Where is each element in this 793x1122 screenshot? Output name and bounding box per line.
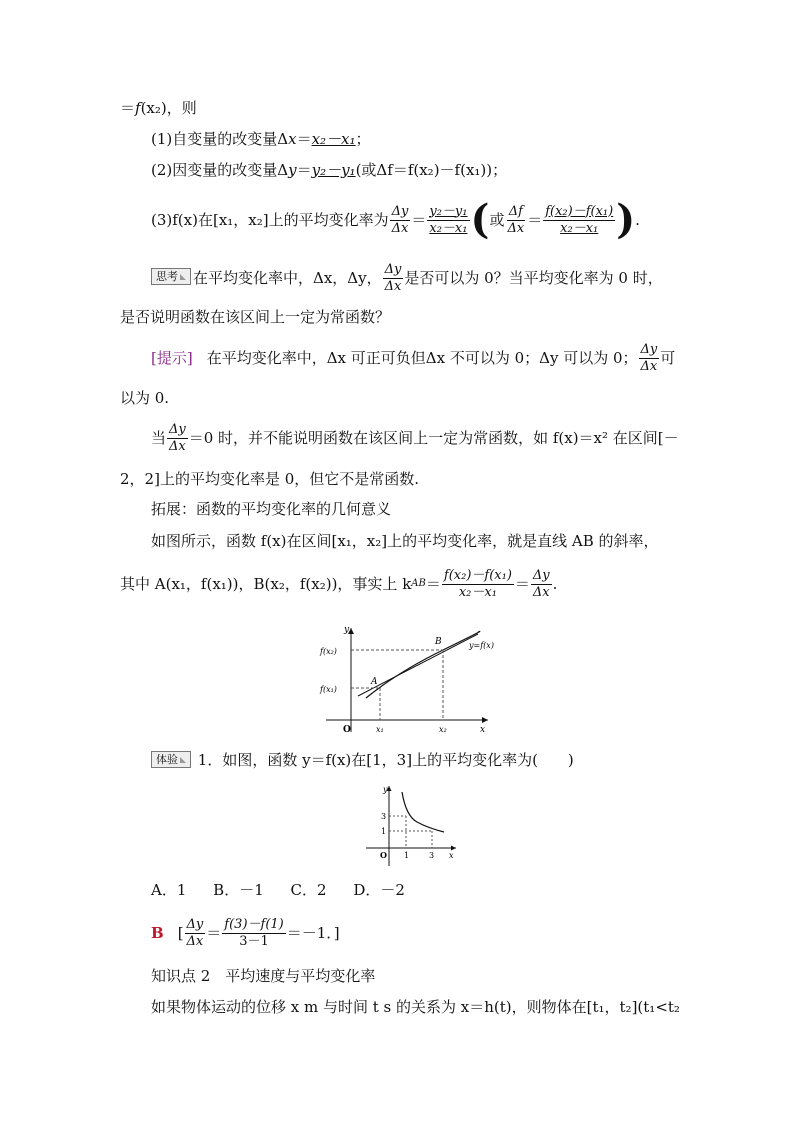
hint-line-2: 以为 0. [120,389,170,407]
when-text-2: ＝0 时，并不能说明函数在该区间上一定为常函数，如 f(x)＝x² 在区间[－ [188,429,679,447]
item-2-delta-y [151,160,507,180]
frac-fx-answer [543,204,615,237]
function-f: f [135,99,141,117]
y-label: y [344,625,350,635]
x-axis-arrow [451,846,456,851]
right-paren: ) [616,196,636,243]
item-2-var: y [288,161,297,179]
frac-num: f(3)－f(1) [224,916,284,932]
think-text: 在平均变化率中，Δx，Δy， [193,269,382,287]
frac-num: f(x₂)－f(x₁) [545,203,614,219]
item-3-text: (3)f(x)在[x₁，x₂]上的平均变化率为 [151,211,389,229]
item-1-eq: ＝ [296,130,312,148]
slope-frac-2 [531,568,552,601]
y-label: y [383,785,388,794]
exp-tag: 体验 [151,751,191,768]
x1-label: 1 [404,851,410,860]
left-paren: ( [470,196,490,243]
frac-num: Δy [391,203,409,219]
frac-den: 3－1 [239,933,269,949]
frac-den: Δx [169,438,186,454]
item-1-text: (1)自变量的改变量Δ [151,130,289,148]
item-3-frac-answer [427,204,469,237]
hint-text-2: 可 [660,349,676,367]
origin-label: O [380,850,387,860]
origin-label: O [343,725,351,735]
eq: ＝ [527,211,543,229]
point-a-label: A [371,677,378,687]
frac-num: Δf [508,203,523,219]
option-c: C．2 [290,881,327,899]
frac-den: Δx [391,220,409,236]
answer-frac-2 [222,917,285,950]
x-label: x [449,851,454,860]
think-text-2: 是否可以为 0？当平均变化率为 0 时， [404,269,663,287]
frac-num: Δy [169,421,186,437]
think-line-1 [151,258,663,298]
hint-line-1 [151,338,675,378]
equals-sign: ＝ [120,99,136,117]
item-1-delta-x [151,129,371,149]
when-text: 当 [151,429,167,447]
item-2-answer: y₂－y₁ [311,161,356,179]
exp-line [151,750,574,770]
item-1-answer: x₂－x₁ [311,130,356,148]
frac-den: Δx [532,584,550,600]
frac-den: Δx [507,220,525,236]
curve-label: y=f(x) [469,641,494,650]
answer-end: ＝－1．] [286,924,340,942]
frac-num: Δy [384,261,402,277]
frac-den: Δx [186,933,204,949]
frac-den: Δx [384,278,402,294]
y1-label: 1 [381,827,387,836]
eq-2: ＝ [514,575,530,593]
extension-heading: 拓展：函数的平均变化率的几何意义 [151,500,392,518]
options-line [151,880,405,900]
geo-text: 其中 A(x₁，f(x₁))，B(x₂，f(x₂))，事实上 k [120,575,412,593]
frac-den: x₂－x₁ [560,220,599,236]
when-frac [167,422,188,455]
y3-label: 3 [381,812,387,821]
option-a: A．1 [151,881,187,899]
answer-open: [ [177,924,184,942]
item-1-var: x [288,130,297,148]
slope-frac [442,568,514,601]
x1-label: x₁ [376,725,384,734]
secant-graph [318,620,498,738]
item-3-rate [151,198,640,242]
slope-subscript: AB [411,578,426,589]
curve [402,792,444,832]
geo-line-1: 如图所示，函数 f(x)在区间[x₁，x₂]上的平均变化率，就是直线 AB 的斜率， [151,532,659,550]
eq: ＝ [206,924,222,942]
end: . [552,575,558,593]
knowledge-point-2: 知识点 2 平均速度与平均变化率 [151,967,376,985]
x-label: x [480,725,486,735]
think-line-2: 是否说明函数在该区间上一定为常函数？ [120,308,391,326]
item-1-end: ； [355,130,371,148]
item-3-end: . [635,211,640,229]
x3-label: 3 [429,851,435,860]
frac-num: Δy [640,341,658,357]
item-2-note: (或Δf＝f(x₂)－f(x₁))； [355,161,508,179]
hint-frac [639,342,660,375]
continuation-text: (x₂)，则 [140,99,197,117]
when-line-1 [151,418,679,458]
item-2-eq: ＝ [296,161,312,179]
x2-label: x₂ [439,725,447,734]
option-d: D．－2 [353,881,405,899]
frac-den: x₂－x₁ [429,220,468,236]
hint-tag: [提示] [151,349,193,367]
answer-line [151,912,340,954]
item-3-frac-dy-dx [390,204,411,237]
answer-letter: B [151,924,164,942]
item-2-text: (2)因变量的改变量Δ [151,161,289,179]
frac-den: Δx [640,358,658,374]
frac-df-dx [505,204,526,237]
hint-text: 在平均变化率中，Δx 可正可负但Δx 不可以为 0；Δy 可以为 0； [206,349,638,367]
question-1: 1．如图，函数 y＝f(x)在[1，3]上的平均变化率为( ) [197,751,574,769]
point-b-label: B [435,637,442,647]
eq: ＝ [425,575,441,593]
frac-num: f(x₂)－f(x₁) [443,567,512,583]
geo-line-2 [120,562,557,606]
think-tag: 思考 [151,268,191,285]
x-axis-arrow [482,717,488,723]
last-line: 如果物体运动的位移 x m 与时间 t s 的关系为 x＝h(t)，则物体在[t₁，t₂](t₁<t₂ [151,998,680,1016]
frac-num: Δy [186,916,204,932]
frac-num: y₂－y₁ [429,203,468,219]
answer-frac [185,917,206,950]
fx2-label: f(x₂) [320,647,337,656]
frac-den: x₂－x₁ [458,584,497,600]
frac-num: Δy [532,567,550,583]
item-3-paren-group [470,196,636,243]
when-line-2: 2，2]上的平均变化率是 0，但它不是常函数. [120,470,420,488]
item-3-eq: ＝ [411,211,427,229]
hyperbola-graph [362,782,462,870]
line-continuation [120,98,197,118]
fx1-label: f(x₁) [320,685,337,694]
or-text: 或 [489,211,505,229]
option-b: B．－1 [213,881,264,899]
think-frac [383,262,404,295]
